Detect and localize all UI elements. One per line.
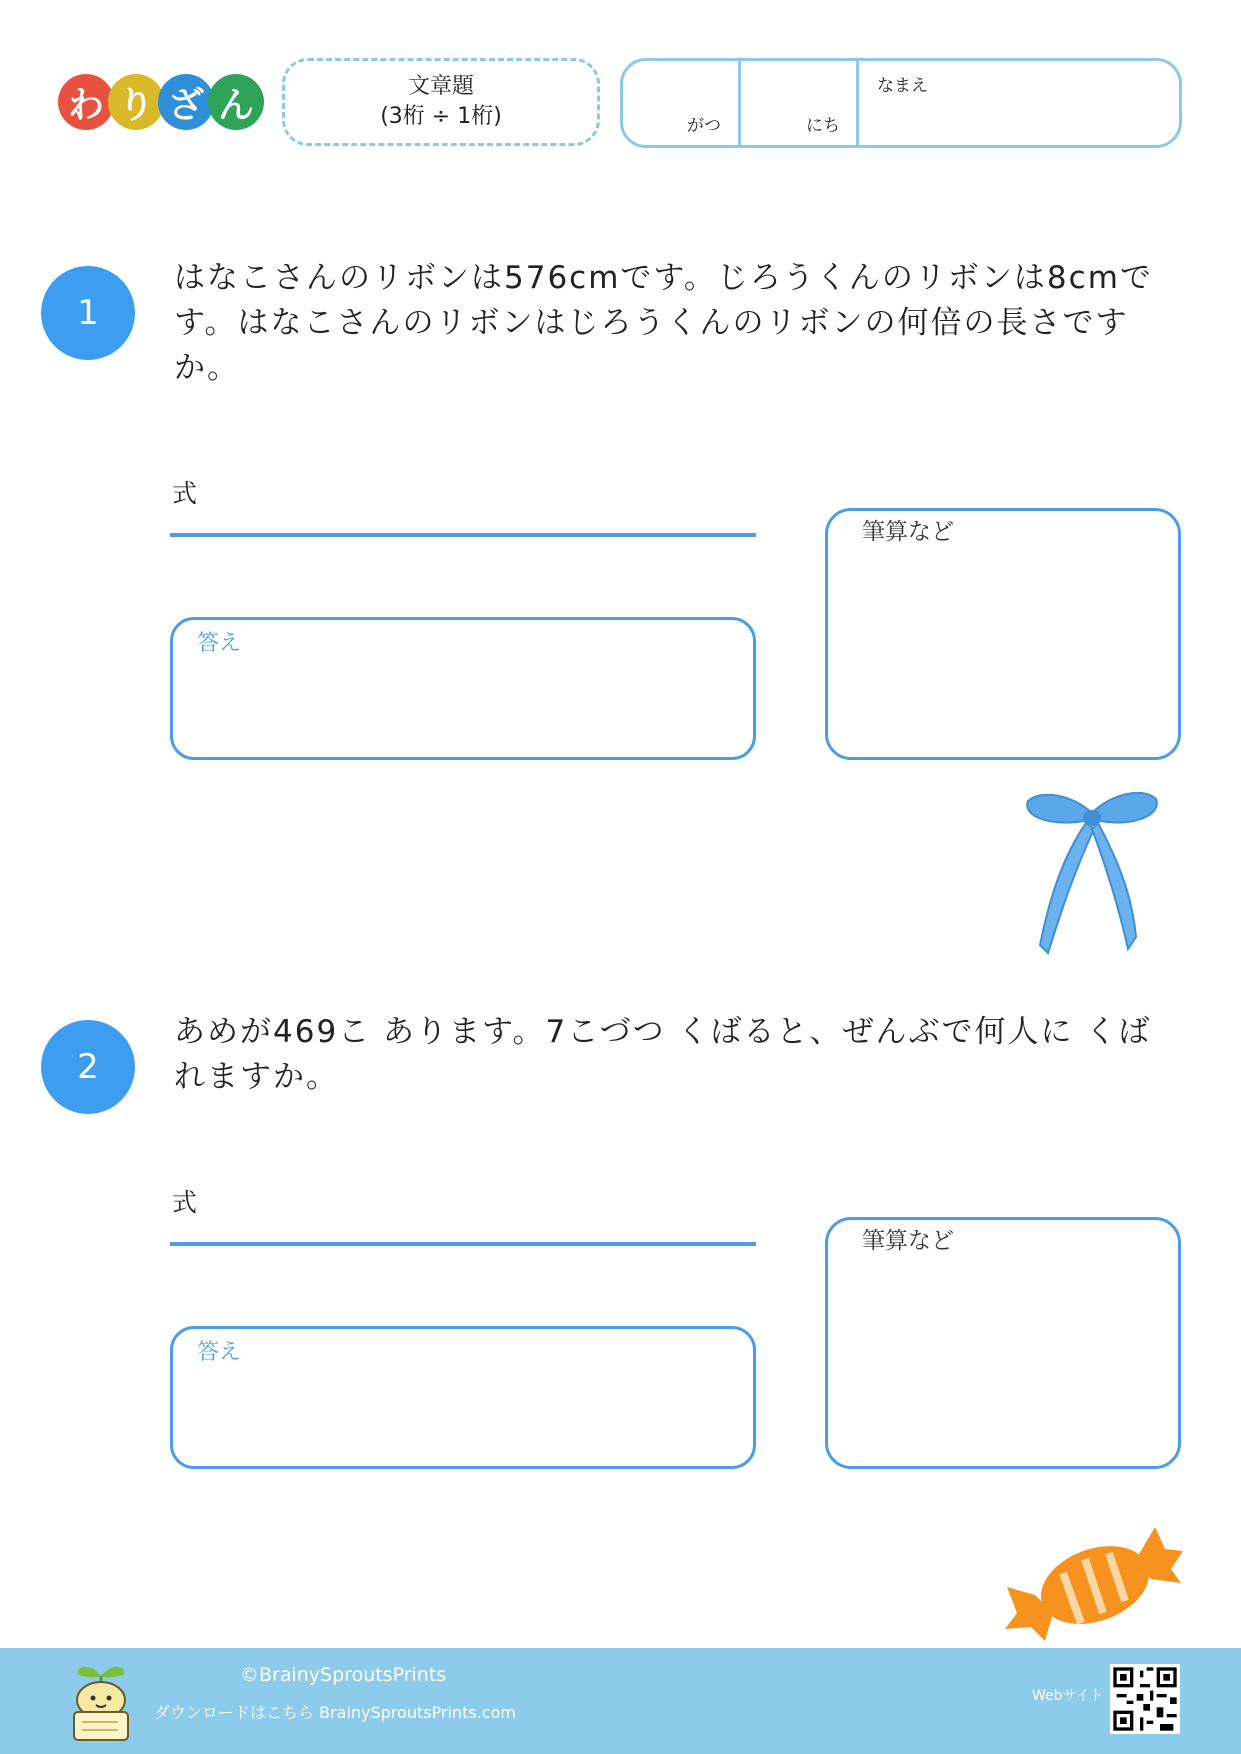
logo: [58, 74, 258, 130]
qr-code-icon[interactable]: [1110, 1664, 1180, 1734]
answer-box[interactable]: [170, 617, 756, 760]
worksheet-title-box: [282, 58, 600, 146]
footer-bar: [0, 1648, 1241, 1754]
problem-number-badge: 2: [41, 1020, 135, 1114]
divider: [856, 61, 859, 145]
worksheet-subtitle: (3桁 ÷ 1桁): [380, 104, 502, 129]
logo-char-za: ざ: [158, 74, 214, 130]
answer-label: 答え: [197, 631, 242, 656]
ribbon-illustration: [1020, 785, 1164, 960]
name-label: なまえ: [877, 76, 928, 96]
formula-label: 式: [172, 479, 198, 508]
problem-number-badge: 1: [41, 266, 135, 360]
calculation-box[interactable]: [825, 1217, 1181, 1469]
copyright-text: ©BrainySproutsPrints: [240, 1664, 447, 1686]
month-label: がつ: [687, 116, 721, 136]
formula-label: 式: [172, 1188, 198, 1217]
divider: [738, 61, 741, 145]
problem-text: はなこさんのリボンは576cmです。じろうくんのリボンは8cmです。はなこさんのリボンはじろうくんのリボンの何倍の長さですか。: [174, 260, 1153, 386]
logo-char-ri: り: [108, 74, 164, 130]
formula-line[interactable]: [170, 1242, 756, 1246]
sprout-mascot-icon: [68, 1660, 134, 1742]
answer-label: 答え: [197, 1340, 242, 1365]
download-link[interactable]: ダウンロードはこちら BrainySproutsPrints.com: [154, 1703, 516, 1722]
answer-box[interactable]: [170, 1326, 756, 1469]
calculation-box[interactable]: [825, 508, 1181, 760]
logo-char-wa: わ: [58, 74, 114, 130]
calculation-label: 筆算など: [862, 519, 954, 545]
logo-char-n: ん: [208, 74, 264, 130]
calculation-label: 筆算など: [862, 1228, 954, 1254]
date-name-box: [620, 58, 1182, 148]
formula-line[interactable]: [170, 533, 756, 537]
day-label: にち: [806, 116, 840, 136]
candy-illustration: [1005, 1517, 1183, 1645]
website-label: Webサイト: [1032, 1688, 1104, 1704]
problem-text: あめが469こ あります。7こづつ くばると、ぜんぶで何人に くばれますか。: [174, 1014, 1152, 1095]
worksheet-title: 文章題: [407, 74, 474, 99]
